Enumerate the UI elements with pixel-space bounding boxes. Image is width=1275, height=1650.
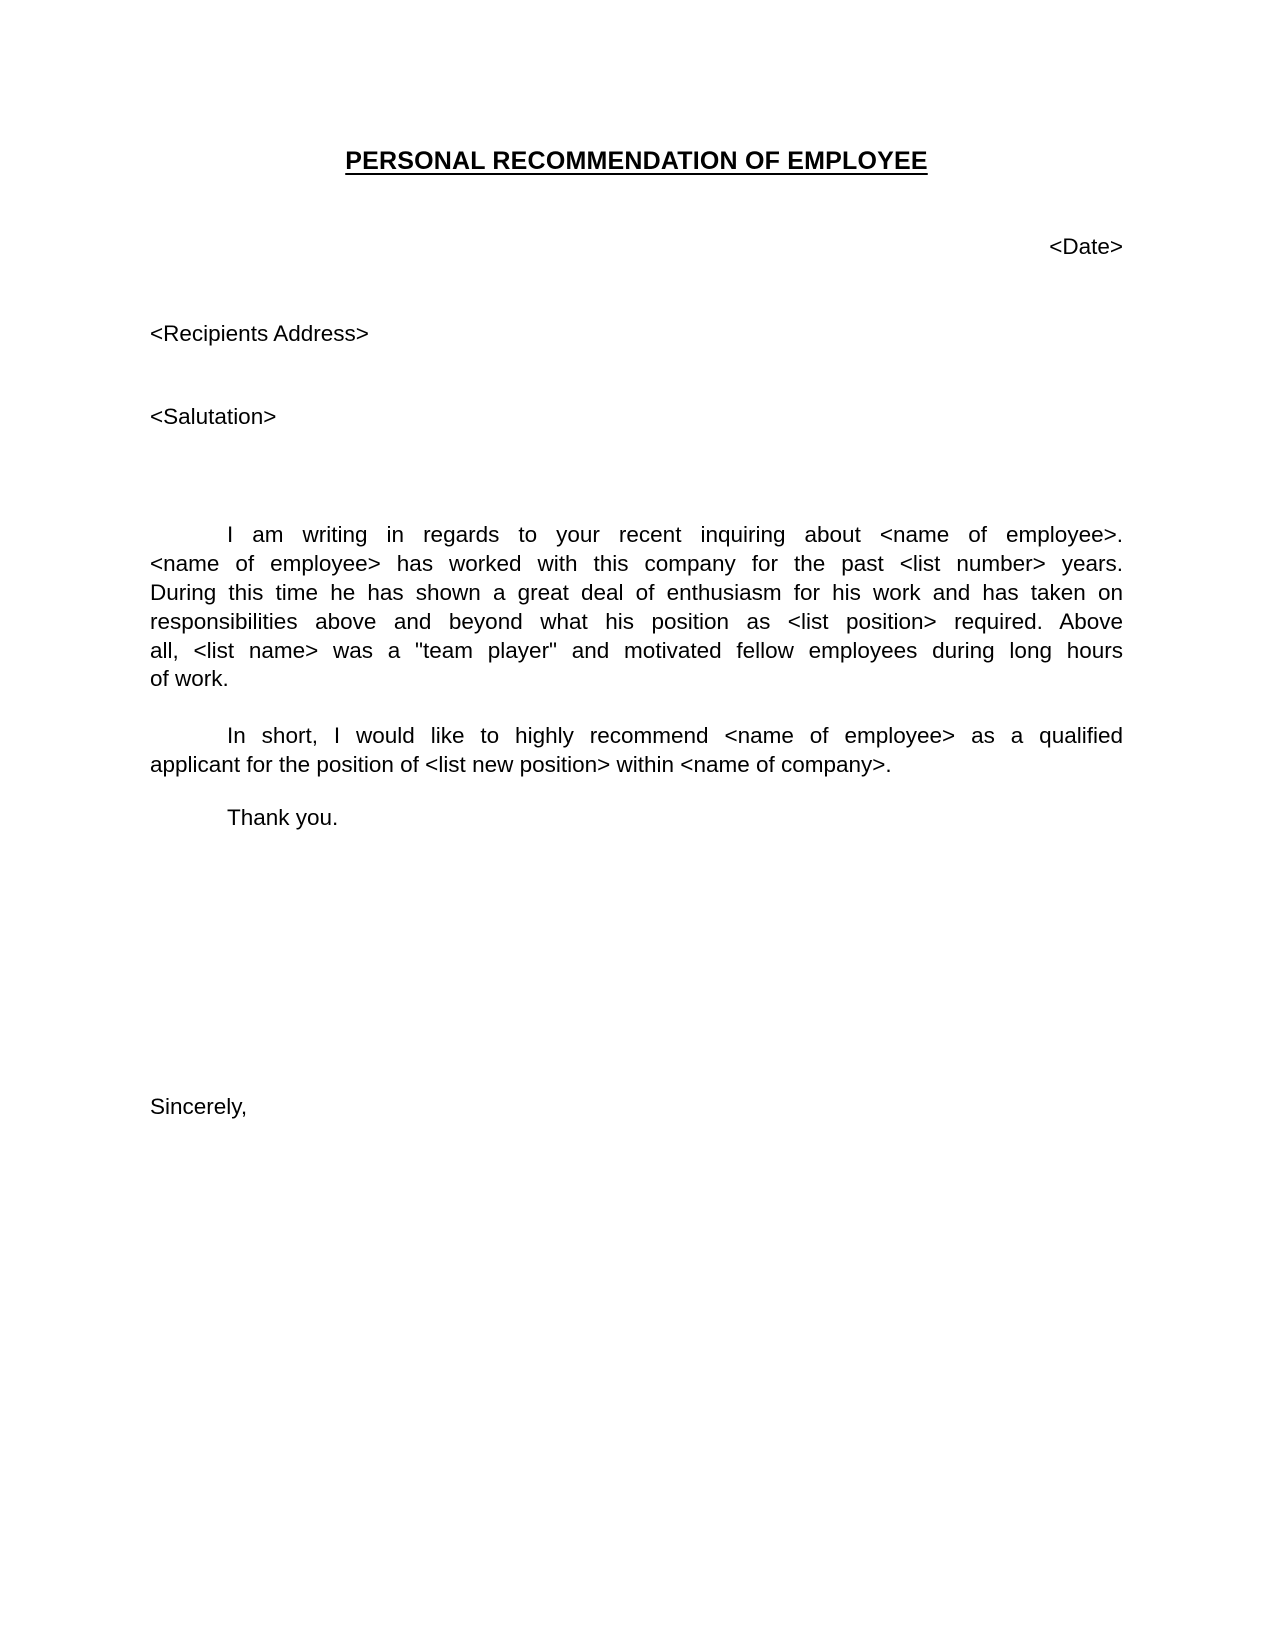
recipient-address-placeholder: <Recipients Address> bbox=[150, 320, 369, 346]
body-paragraph-1 bbox=[150, 521, 1123, 694]
paragraph-line: responsibilities above and beyond what his position as <list position> required. Above bbox=[150, 608, 1123, 634]
paragraph-line: I am writing in regards to your recent inquiring about <name of employee>. bbox=[227, 522, 1123, 548]
paragraph-line: During this time he has shown a great deal of enthusiasm for his work and has taken on bbox=[150, 579, 1123, 605]
paragraph-line: applicant for the position of <list new position> within <name of company>. bbox=[150, 751, 892, 777]
paragraph-line: <name of employee> has worked with this company for the past <list number> years. bbox=[150, 551, 1123, 577]
closing-line: Sincerely, bbox=[150, 1093, 248, 1119]
thank-you-line: Thank you. bbox=[227, 804, 339, 830]
paragraph-line: all, <list name> was a "team player" and motivated fellow employees during long hours bbox=[150, 637, 1123, 663]
paragraph-line: of work. bbox=[150, 666, 229, 692]
salutation-placeholder: <Salutation> bbox=[150, 403, 277, 429]
letter-title: PERSONAL RECOMMENDATION OF EMPLOYEE bbox=[345, 147, 928, 175]
paragraph-line: In short, I would like to highly recommend <name of employee> as a qualified bbox=[227, 723, 1123, 749]
body-paragraph-2 bbox=[150, 722, 1123, 780]
date-placeholder: <Date> bbox=[1049, 234, 1123, 259]
